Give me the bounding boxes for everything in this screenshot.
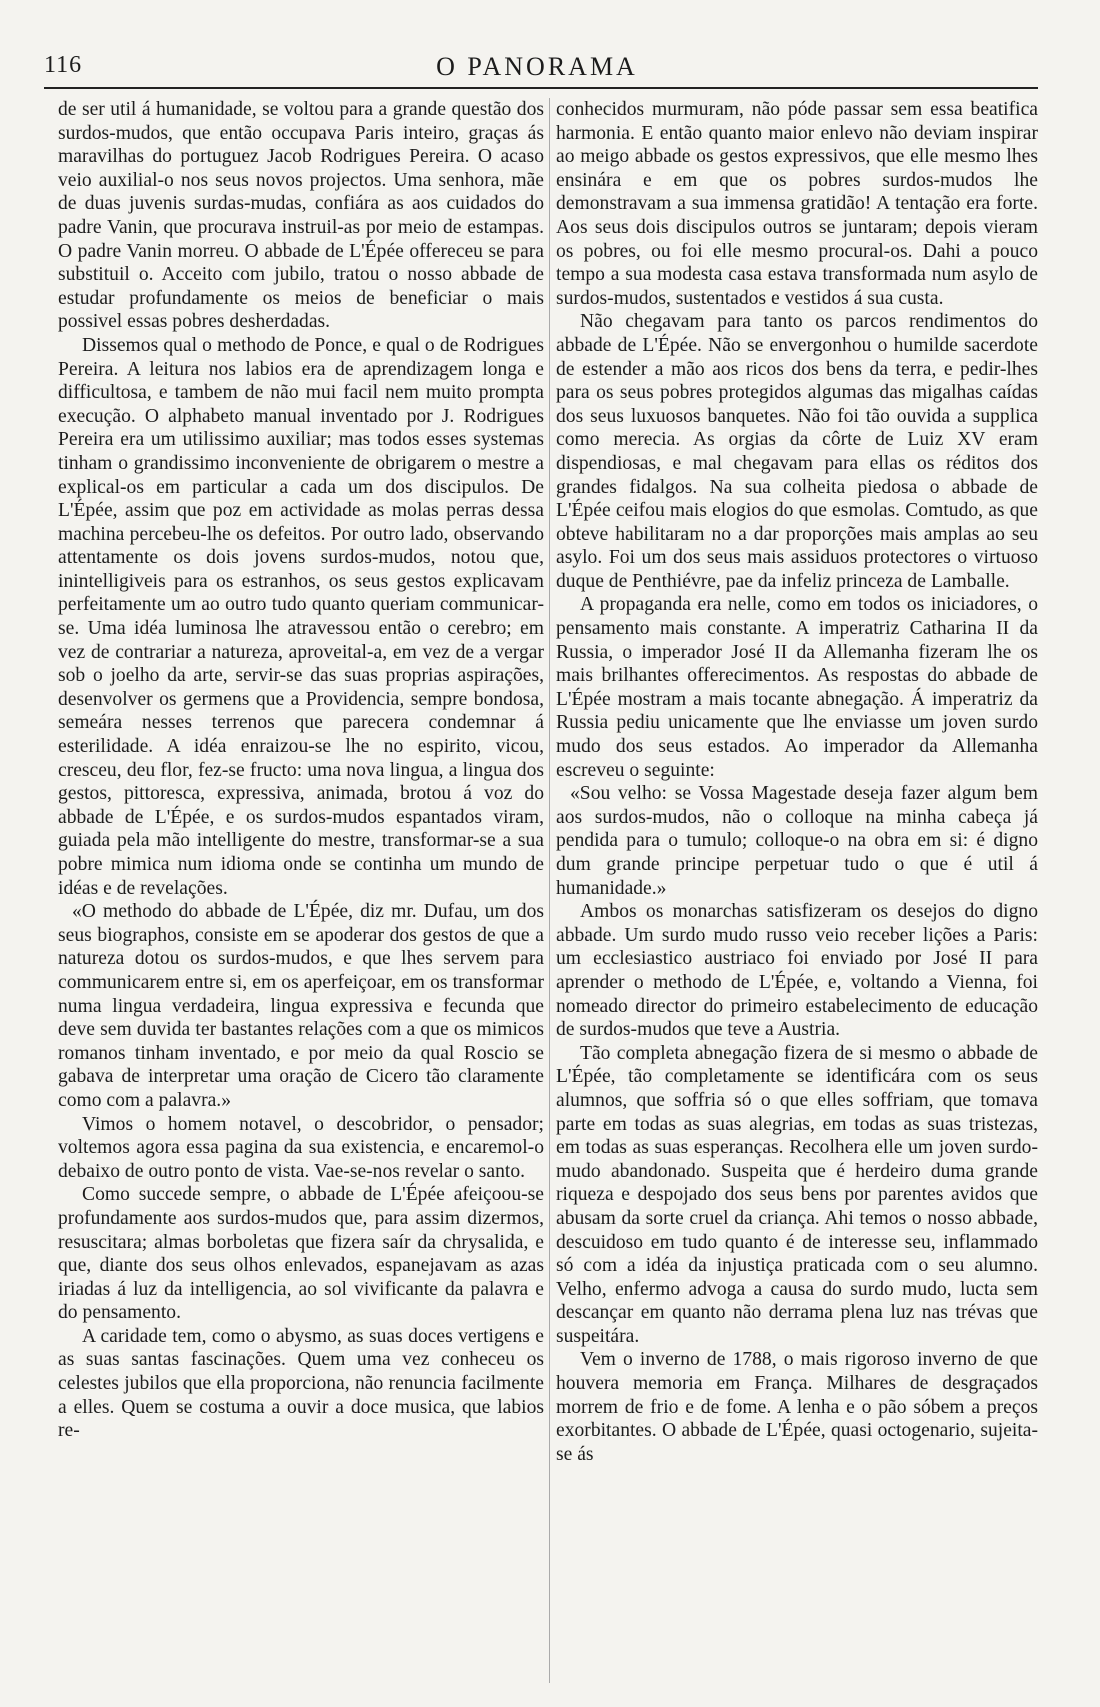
column-divider: [549, 98, 550, 1683]
paragraph: Como succede sempre, o abbade de L'Épée afeiçoou-se profundamente aos surdos-mudos que, para assim dizermos, resuscitara; almas borboletas que fizera saír da chrysalida, e que, diante dos seus olhos enlevados, espanejavam as azas iriadas á luz da intelligencia, ao sol vivificante da palavra e do pensamento.: [58, 1184, 544, 1324]
page-number: 116: [44, 52, 83, 78]
running-title: O PANORAMA: [436, 52, 638, 81]
right-column: [556, 98, 1038, 1688]
page-header: [44, 50, 1030, 84]
paragraph: A propaganda era nelle, como em todos os iniciadores, o pensamento mais constante. A imperatriz Catharina II da Russia, o imperador José II da Allemanha fizeram lhe os mais brilhantes offerecimentos. As respostas do abbade de L'Épée mostram a mais tocante abnegação. Á imperatriz da Russia pediu unicamente que lhe enviasse um joven surdo mudo dos seus estados. Ao imperador da Allemanha escreveu o seguinte:: [556, 594, 1038, 781]
paragraph: Vem o inverno de 1788, o mais rigoroso inverno de que houvera memoria em França. Milhares de desgraçados morrem de frio e de fome. A lenha e o pão sóbem a preços exorbitantes. O abbade de L'Épée, quasi octogenario, sujeita-se ás: [556, 1349, 1038, 1465]
paragraph: Não chegavam para tanto os parcos rendimentos do abbade de L'Épée. Não se envergonhou o humilde sacerdote de estender a mão aos ricos dos bens da terra, e pedir-lhes para os seus pobres protegidos algumas das migalhas caídas dos seus luxuosos banquetes. Não foi tão ouvida a supplica como merecia. As orgias da côrte de Luiz XV eram dispendiosas, e mal chegavam para ellas os réditos dos grandes fidalgos. Na sua colheita piedosa o abbade de L'Épée ceifou mais elogios do que esmolas. Comtudo, as que obteve habilitaram no a dar proporções mais amplas ao seu asylo. Foi um dos seus mais assiduos protectores o virtuoso duque de Penthiévre, pae da infeliz princeza de Lamballe.: [556, 311, 1038, 592]
paragraph: A caridade tem, como o abysmo, as suas doces vertigens e as suas santas fascinações. Quem uma vez conheceu os celestes jubilos que ella proporciona, não renuncia facilmente a elles. Quem se costuma a ouvir a doce musica, que labios re-: [58, 1325, 544, 1442]
paragraph: Vimos o homem notavel, o descobridor, o pensador; voltemos agora essa pagina da sua existencia, e encaremol-o debaixo de outro ponto de vista. Vae-se-nos revelar o santo.: [58, 1113, 544, 1182]
left-column: [58, 98, 544, 1688]
paragraph: Dissemos qual o methodo de Ponce, e qual o de Rodrigues Pereira. A leitura nos labios era de aprendizagem longa e difficultosa, e tambem de não mui facil nem muito prompta execução. O alphabeto manual inventado por J. Rodrigues Pereira era um utilissimo auxiliar; mas todos esses systemas tinham o grandissimo inconveniente de obrigarem o mestre a explical-os em particular a cada um dos discipulos. De L'Épée, assim que poz em actividade as molas perras dessa machina percebeu-lhe os defeitos. Por outro lado, observando attentamente os dois jovens surdos-mudos, notou que, inintelligiveis para os estranhos, os seus gestos explicavam perfeitamente um ao outro tudo quanto queriam communicar-se. Uma idéa luminosa lhe atravessou então o cerebro; em vez de contrariar a natureza, aproveital-a, em vez de a vergar sob o joelho da arte, servir-se das suas proprias aspirações, desenvolver os germens que a Providencia, sempre bondosa, semeára nesses terrenos que parecera condemnar á esterilidade. A idéa enraizou-se lhe no espirito, vicou, cresceu, deu flor, fez-se fructo: uma nova lingua, a lingua dos gestos, pittoresca, expressiva, animada, brotou á voz do abbade de L'Épée, e os surdos-mudos espantados viram, guiada pela mão intelligente do mestre, transformar-se a sua pobre mimica num idioma onde se continha um mundo de idéas e de revelações.: [58, 334, 544, 899]
paragraph: «O methodo do abbade de L'Épée, diz mr. Dufau, um dos seus biographos, consiste em se apoderar dos gestos de que a natureza dotou os surdos-mudos, e que lhes servem para communicarem entre si, em os aperfeiçoar, em os transformar numa lingua verdadeira, lingua expressiva e fecunda que deve sem duvida ter bastantes relações com a que os mimicos romanos tinham inventado, e por meio da qual Roscio se gabava de interpretar uma oração de Cicero tão claramente como com a palavra.»: [58, 901, 544, 1111]
paragraph: de ser util á humanidade, se voltou para a grande questão dos surdos-mudos, que então occupava Paris inteiro, graças ás maravilhas do portuguez Jacob Rodrigues Pereira. O acaso veio auxilial-o nos seus novos projectos. Uma senhora, mãe de duas juvenis surdas-mudas, confiára as aos cuidados do padre Vanin, que procurava instruil-as por meio de estampas. O padre Vanin morreu. O abbade de L'Épée offereceu se para substituil o. Acceito com jubilo, tratou o nosso abbade de estudar profundamente os meios de beneficiar o mais possivel essas pobres desherdadas.: [58, 99, 544, 333]
paragraph: «Sou velho: se Vossa Magestade deseja fazer algum bem aos surdos-mudos, não o colloque na minha cabeça já pendida para o tumulo; colloque-o na obra em si: é digno dum grande principe perpetuar tudo o que é util á humanidade.»: [556, 783, 1038, 899]
header-rule: [44, 87, 1038, 89]
paragraph: Ambos os monarchas satisfizeram os desejos do digno abbade. Um surdo mudo russo veio receber lições a Paris: um ecclesiastico austriaco foi enviado por José II para aprender o methodo de L'Épée, e, voltando a Vienna, foi nomeado director do primeiro estabelecimento de educação de surdos-mudos que teve a Austria.: [556, 901, 1038, 1041]
paragraph: Tão completa abnegação fizera de si mesmo o abbade de L'Épée, tão completamente se identificára com os seus alumnos, que soffria só o que elles soffriam, que tomava parte em todas as suas alegrias, em todas as suas tristezas, em todas as suas esperanças. Recolhera elle um joven surdo-mudo abandonado. Suspeita que é herdeiro duma grande riqueza e despojado dos seus bens por parentes avidos que abusam da sorte cruel da criança. Ahi temos o nosso abbade, descuidoso em tudo quanto é de interesse seu, inflammado só com a idéa da injustiça praticada com o seu alumno. Velho, enfermo advoga a causa do surdo mudo, lucta sem descançar em quanto não derrama plena luz nas trévas que suspeitára.: [556, 1042, 1038, 1347]
paragraph: conhecidos murmuram, não póde passar sem essa beatifica harmonia. E então quanto maior enlevo não deviam inspirar ao meigo abbade os gestos expressivos, que elle mesmo lhes ensinára e em que os pobres surdos-mudos lhe demonstravam a sua immensa gratidão! A tentação era forte. Aos seus dois discipulos outros se juntaram; depois vieram os pobres, ou foi elle mesmo procural-os. Dahi a pouco tempo a sua modesta casa estava transformada num asylo de surdos-mudos, sustentados e vestidos á sua custa.: [556, 99, 1038, 309]
